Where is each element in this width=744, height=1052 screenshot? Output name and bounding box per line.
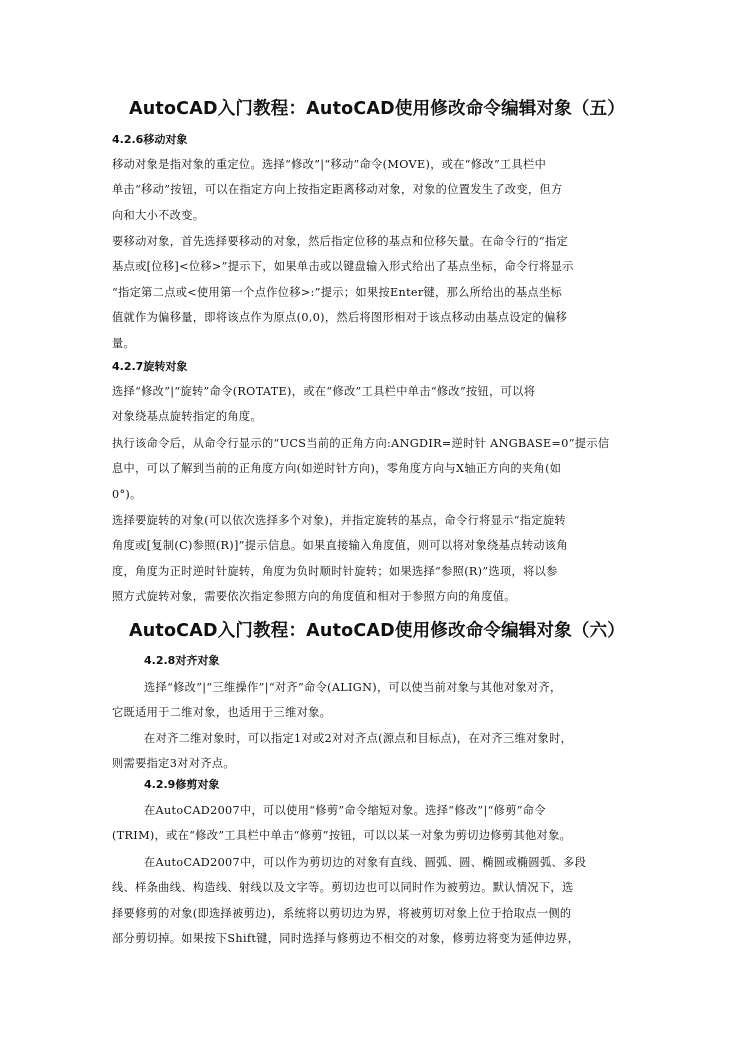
document-title-part-5: AutoCAD入门教程：AutoCAD使用修改命令编辑对象（五） — [128, 99, 625, 119]
text-line: 在对齐二维对象时，可以指定1对或2对对齐点(源点和目标点)，在对齐三维对象时， — [144, 732, 573, 745]
paragraph-trim-details — [112, 850, 636, 952]
text-line: 角度或[复制(C)参照(R)]”提示信息。如果直接输入角度值，则可以将对象绕基点转动该角 — [112, 539, 568, 553]
text-line: 执行该命令后，从命令行显示的“UCS当前的正角方向:ANGDIR=逆时针 ANGBASE=0”提示信 — [112, 437, 610, 450]
document-title-part-6: AutoCAD入门教程：AutoCAD使用修改命令编辑对象（六） — [128, 621, 625, 641]
text-line: 对象绕基点旋转指定的角度。 — [112, 410, 262, 424]
paragraph-rotate-steps — [112, 508, 636, 610]
text-line: 息中，可以了解到当前的正角度方向(如逆时针方向)，零角度方向与X轴正方向的夹角(如 — [112, 462, 562, 476]
section-heading-4-2-8: 4.2.8对齐对象 — [144, 654, 220, 667]
paragraph-move-steps — [112, 229, 636, 356]
paragraph-rotate-intro — [112, 379, 636, 430]
text-line: 选择“修改”|“三维操作”|“对齐”命令(ALIGN)，可以使当前对象与其他对象对齐， — [144, 681, 562, 694]
text-line: 基点或[位移]<位移>”提示下，如果单击或以键盘输入形式给出了基点坐标，命令行将显示 — [112, 260, 574, 274]
section-heading-4-2-9: 4.2.9修剪对象 — [144, 778, 220, 791]
text-line: 值就作为偏移量，即将该点作为原点(0,0)，然后将图形相对于该点移动由基点设定的偏移 — [112, 311, 568, 325]
text-line: 度，角度为正时逆时针旋转，角度为负时顺时针旋转；如果选择“参照(R)”选项，将以参 — [112, 564, 558, 578]
text-line: (TRIM)，或在“修改”工具栏中单击“修剪”按钮，可以以某一对象为剪切边修剪其他对象。 — [112, 829, 572, 843]
text-line: 它既适用于二维对象，也适用于三维对象。 — [112, 706, 332, 720]
text-line: 量。 — [112, 336, 136, 350]
text-line: 照方式旋转对象，需要依次指定参照方向的角度值和相对于参照方向的角度值。 — [112, 590, 516, 604]
section-heading-4-2-7: 4.2.7旋转对象 — [112, 360, 188, 373]
text-line: 0°)。 — [112, 487, 142, 501]
text-line: 在AutoCAD2007中，可以作为剪切边的对象有直线、圆弧、圆、椭圆或椭圆弧、多段 — [144, 856, 587, 869]
text-line: 则需要指定3对对齐点。 — [112, 757, 235, 771]
paragraph-rotate-prompt — [112, 431, 636, 507]
text-line: 选择要旋转的对象(可以依次选择多个对象)，并指定旋转的基点，命令行将显示“指定旋转 — [112, 514, 566, 527]
text-line: 单击“移动”按钮，可以在指定方向上按指定距离移动对象，对象的位置发生了改变，但方 — [112, 183, 563, 197]
text-line: 在AutoCAD2007中，可以使用“修剪”命令缩短对象。选择“修改”|“修剪”命令 — [144, 804, 546, 817]
section-heading-4-2-6: 4.2.6移动对象 — [112, 133, 188, 146]
paragraph-align-intro — [112, 675, 636, 726]
text-line: 部分剪切掉。如果按下Shift键，同时选择与修剪边不相交的对象，修剪边将变为延伸边界， — [112, 932, 580, 946]
text-line: 要移动对象，首先选择要移动的对象，然后指定位移的基点和位移矢量。在命令行的“指定 — [112, 235, 569, 248]
paragraph-align-points — [112, 726, 636, 777]
paragraph-trim-intro — [112, 798, 636, 849]
text-line: 移动对象是指对象的重定位。选择“修改”|“移动”命令(MOVE)，或在“修改”工具栏中 — [112, 158, 547, 171]
text-line: “指定第二点或<使用第一个点作位移>:”提示；如果按Enter键，那么所给出的基点坐标 — [112, 285, 563, 299]
paragraph-move-intro — [112, 152, 636, 228]
text-line: 选择“修改”|“旋转”命令(ROTATE)，或在“修改”工具栏中单击“修改”按钮，可以将 — [112, 385, 536, 398]
text-line: 择要修剪的对象(即选择被剪边)，系统将以剪切边为界，将被剪切对象上位于拾取点一侧的 — [112, 906, 572, 920]
text-line: 向和大小不改变。 — [112, 208, 205, 222]
text-line: 线、样条曲线、构造线、射线以及文字等。剪切边也可以同时作为被剪边。默认情况下，选 — [112, 881, 574, 895]
